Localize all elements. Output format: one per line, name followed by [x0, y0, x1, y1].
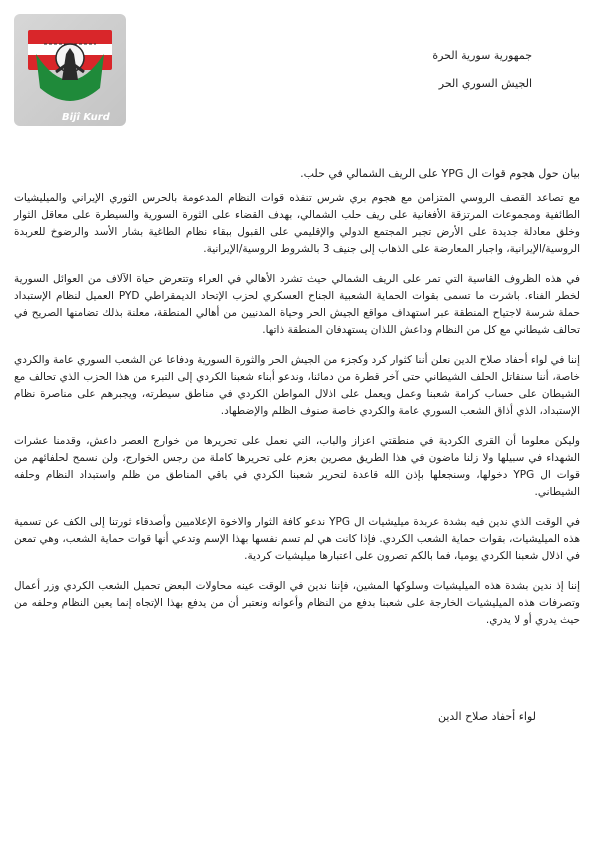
paragraph-6: إننا إذ ندين بشدة هذه الميليشيات وسلوكها المشين، فإننا ندين في الوقت عينه محاولات البعض تحميل الشعب الكردي وزر أعمال وتصرفات هذه الميليشيات الخارجة على شعبنا بدفع من النظام وأعوانه ونعتبر أن من يدفع بهذا الإتجاه إنما يعين النظام وحلفه من حيث يدري أو لا يدري.: [14, 580, 580, 626]
brigade-logo: [14, 14, 126, 126]
logo-caption: Bijî Kurd: [62, 112, 110, 123]
signature: لواء أحفاد صلاح الدين: [437, 710, 536, 723]
header-republic: جمهورية سورية الحرة: [432, 49, 532, 62]
paragraph-4: وليكن معلوما أن القرى الكردية في منطقتي اعزاز والباب، التي نعمل على تحريرها من خوارج العصر داعش، وقدمنا عشرات الشهداء في سبيلها ولا زلنا ماضون في هذا الطريق مصرين بعزم على تحريرها كاملة من رجس الخوارج، ولن نسمح لحلفائهم من قوات ال YPG دخولها، وسنجعلها بإذن الله قاعدة لتحرير شعبنا الكردي في باقي المناطق من ظلم واستبداد النظام وحلفه الشيطاني.: [14, 435, 580, 498]
statement-body: [14, 190, 580, 642]
paragraph-2: في هذه الظروف القاسية التي تمر على الريف الشمالي حيث تشرد الأهالي في العراء وتتعرض حياة الآلاف من العوائل السورية لخطر الفناء. باشرت ما تسمى بقوات الحماية الشعبية الجناح العسكري لحزب الإتحاد الديمقراطي PYD العميل لنظام الإستبداد حملة شرسة لاجتياح المنطقة عبر استهداف مواقع الجيش الحر وحياة المدنيين من أهالي المنطقة، معلنة بذلك تضامنها الصريح في تحالف شيطاني مع كل من النظام وداعش اللذان يستهدفان المنطقة ذاتها.: [14, 273, 580, 336]
logo-emblem-icon: [14, 14, 126, 126]
paragraph-3: إننا في لواء أحفاد صلاح الدين نعلن أننا كثوار كرد وكجزء من الجيش الحر والثورة السورية ودفاعا عن الشعب السوري عامة والكردي خاصة، أننا سنقاتل الحلف الشيطاني حتى آخر قطرة من دمائنا، وندعو أبناء شعبنا الكردي إلى التبرء من هذا الحزب الذي تحالف مع الشيطان على حساب كرامة شعبنا وعمل ويعمل على اذلال المواطن الكردي في مناطق سيطرته، ويجبرهم على مناصرة نظام الإستبداد، الذي أذاق الشعب السوري عامة والكردي خاصة صنوف الظلم والإضطهاد.: [14, 354, 580, 417]
header-army: الجيش السوري الحر: [438, 77, 532, 90]
paragraph-5: في الوقت الذي ندين فيه بشدة عربدة ميليشيات ال YPG ندعو كافة الثوار والاخوة الإعلاميين وأصدقاء ثورتنا إلى الكف عن تسمية هذه الميليشيات، بقوات حماية الشعب الكردي. فإذا كانت هي لم تسم نفسها بهذا الإسم وتدعي أنها قوات حماية الشعب، وهي تمعن في اذلال شعبنا الكردي يوميا، فما بالكم تصرون على اعتبارها ميليشيات كردية.: [14, 516, 580, 562]
statement-title: بيان حول هجوم قوات ال YPG على الريف الشمالي في حلب.: [300, 167, 580, 180]
document-header: [432, 42, 532, 98]
paragraph-1: مع تصاعد القصف الروسي المتزامن مع هجوم بري شرس تنفذه قوات النظام المدعومة بالحرس الثوري الإيراني والميليشيات الطائفية ومجموعات المرتزقة الأفغانية على ريف حلب الشمالي، بهدف القضاء على الثورة السورية والسيطرة على معاقل الثوار وخلق معادلة جديدة على الأرض تجبر المجتمع الدولي والإقليمي على القبول ببقاء نظام الطاغية بشار الأسد والرضوخ للعربدة الروسية/الإيرانية، واجبار المعارضة على الذهاب إلى جنيف 3 بالشروط الروسية/الإيرانية.: [14, 192, 580, 255]
